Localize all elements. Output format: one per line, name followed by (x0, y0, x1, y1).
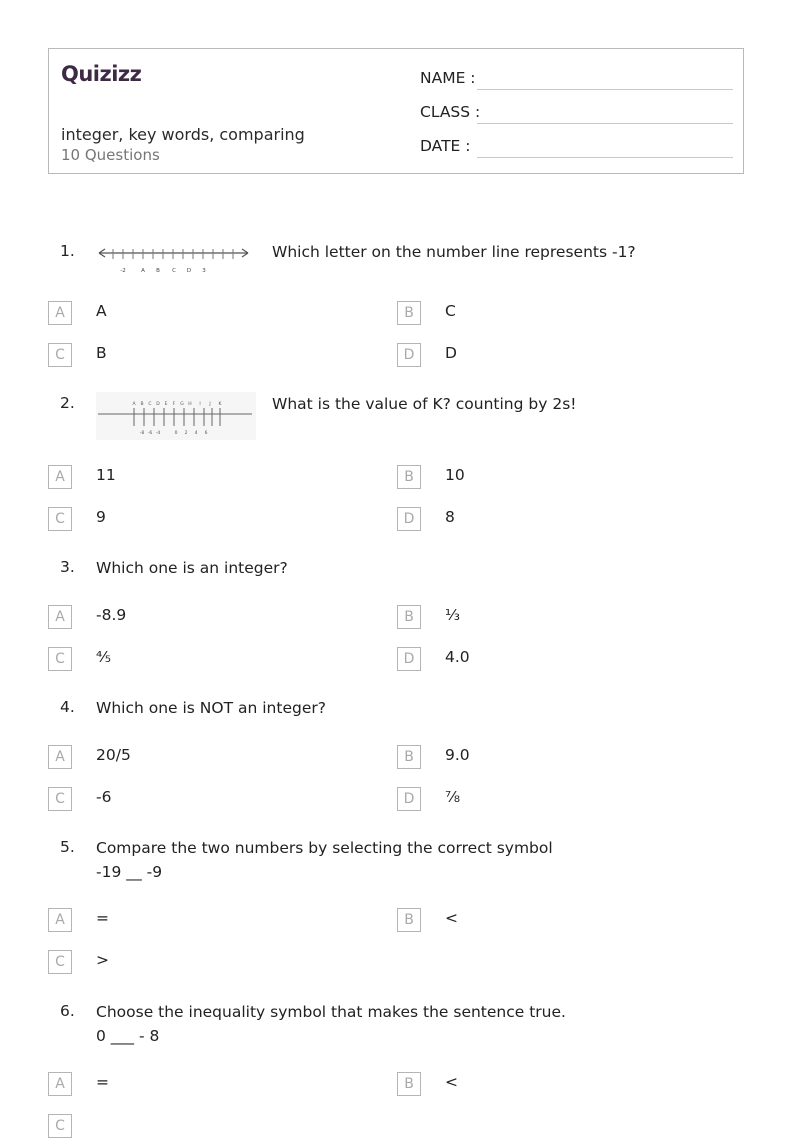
question-count: 10 Questions (61, 146, 160, 164)
worksheet-header (48, 48, 744, 174)
top-label: B (140, 402, 144, 407)
question-text: Which letter on the number line represents -1? (272, 243, 636, 261)
tick-label: -2 (120, 268, 126, 274)
option-letter: A (48, 465, 72, 489)
tick-label: D (186, 268, 192, 274)
option-letter: C (48, 647, 72, 671)
option-letter: A (48, 301, 72, 325)
option-letter: D (397, 507, 421, 531)
date-field[interactable] (420, 135, 733, 169)
question-text: Which one is NOT an integer? (96, 699, 326, 717)
option-text: = (96, 909, 109, 927)
option-letter: D (397, 343, 421, 367)
option-text: -8.9 (96, 606, 127, 624)
option-text: 9 (96, 508, 106, 526)
option-letter: B (397, 908, 421, 932)
name-field[interactable] (420, 67, 733, 101)
option-text: = (96, 1073, 109, 1091)
option-letter: A (48, 745, 72, 769)
top-label: D (156, 402, 160, 407)
question-number: 2. (60, 394, 75, 412)
question-number: 4. (60, 698, 75, 716)
option-letter: A (48, 1072, 72, 1096)
option-text: C (445, 302, 456, 320)
option-text: D (445, 344, 457, 362)
option-text: 11 (96, 466, 116, 484)
option-text: ⅞ (445, 788, 461, 806)
bottom-label: -8 (139, 431, 145, 436)
top-label: F (172, 402, 176, 407)
question-number: 1. (60, 242, 75, 260)
name-label: NAME : (420, 69, 476, 87)
option-letter: D (397, 647, 421, 671)
option-text: < (445, 909, 458, 927)
class-field[interactable] (420, 101, 733, 135)
top-label: G (180, 402, 184, 407)
option-text: B (96, 344, 107, 362)
option-letter: A (48, 908, 72, 932)
date-label: DATE : (420, 137, 471, 155)
top-label: E (164, 402, 168, 407)
top-label: J (209, 402, 211, 407)
option-letter: B (397, 465, 421, 489)
option-text: 4.0 (445, 648, 470, 666)
option-letter: C (48, 507, 72, 531)
tick-label: 3 (202, 268, 206, 274)
bottom-label: -6 (147, 431, 153, 436)
option-text: < (445, 1073, 458, 1091)
worksheet-title: integer, key words, comparing (61, 125, 305, 144)
option-letter: B (397, 301, 421, 325)
option-letter: B (397, 745, 421, 769)
quizizz-logo (61, 59, 153, 87)
question-number: 6. (60, 1002, 75, 1020)
tick-label: A (141, 268, 145, 274)
bottom-label: 2 (184, 431, 188, 436)
option-text: 20/5 (96, 746, 131, 764)
option-letter: C (48, 1114, 72, 1138)
option-letter: D (397, 787, 421, 811)
top-label: I (199, 402, 201, 407)
tick-label: B (156, 268, 160, 274)
option-text: 10 (445, 466, 465, 484)
question-number: 3. (60, 558, 75, 576)
option-text: ⅓ (445, 606, 461, 624)
option-letter: A (48, 605, 72, 629)
question-text: Compare the two numbers by selecting the correct symbol (96, 839, 553, 857)
option-letter: C (48, 343, 72, 367)
logo-text: Quizizz (61, 62, 142, 86)
top-label: K (218, 402, 222, 407)
class-label: CLASS : (420, 103, 481, 121)
date-line[interactable] (477, 157, 733, 158)
option-text: ⅘ (96, 648, 112, 666)
option-letter: B (397, 1072, 421, 1096)
option-text: 8 (445, 508, 455, 526)
option-letter: C (48, 950, 72, 974)
option-letter: B (397, 605, 421, 629)
question-text: What is the value of K? counting by 2s! (272, 395, 577, 413)
option-text: 9.0 (445, 746, 470, 764)
top-label: C (148, 402, 152, 407)
number-line-image (96, 240, 252, 278)
bottom-label: 6 (204, 431, 208, 436)
top-label: H (188, 402, 192, 407)
class-line[interactable] (477, 123, 733, 124)
question-text: Which one is an integer? (96, 559, 288, 577)
question-text-line2: 0 ___ - 8 (96, 1027, 160, 1045)
question-text: Choose the inequality symbol that makes the sentence true. (96, 1003, 566, 1021)
student-info-fields (420, 67, 733, 169)
name-line[interactable] (477, 89, 733, 90)
option-text: -6 (96, 788, 112, 806)
bottom-label: -4 (155, 431, 161, 436)
question-text-line2: -19 __ -9 (96, 863, 163, 881)
number-line-sketch-image (96, 392, 256, 440)
tick-label: C (172, 268, 176, 274)
bottom-label: 4 (194, 431, 198, 436)
top-label: A (132, 402, 136, 407)
option-text: > (96, 951, 109, 969)
bottom-label: 0 (174, 431, 178, 436)
option-text: A (96, 302, 107, 320)
option-letter: C (48, 787, 72, 811)
question-number: 5. (60, 838, 75, 856)
